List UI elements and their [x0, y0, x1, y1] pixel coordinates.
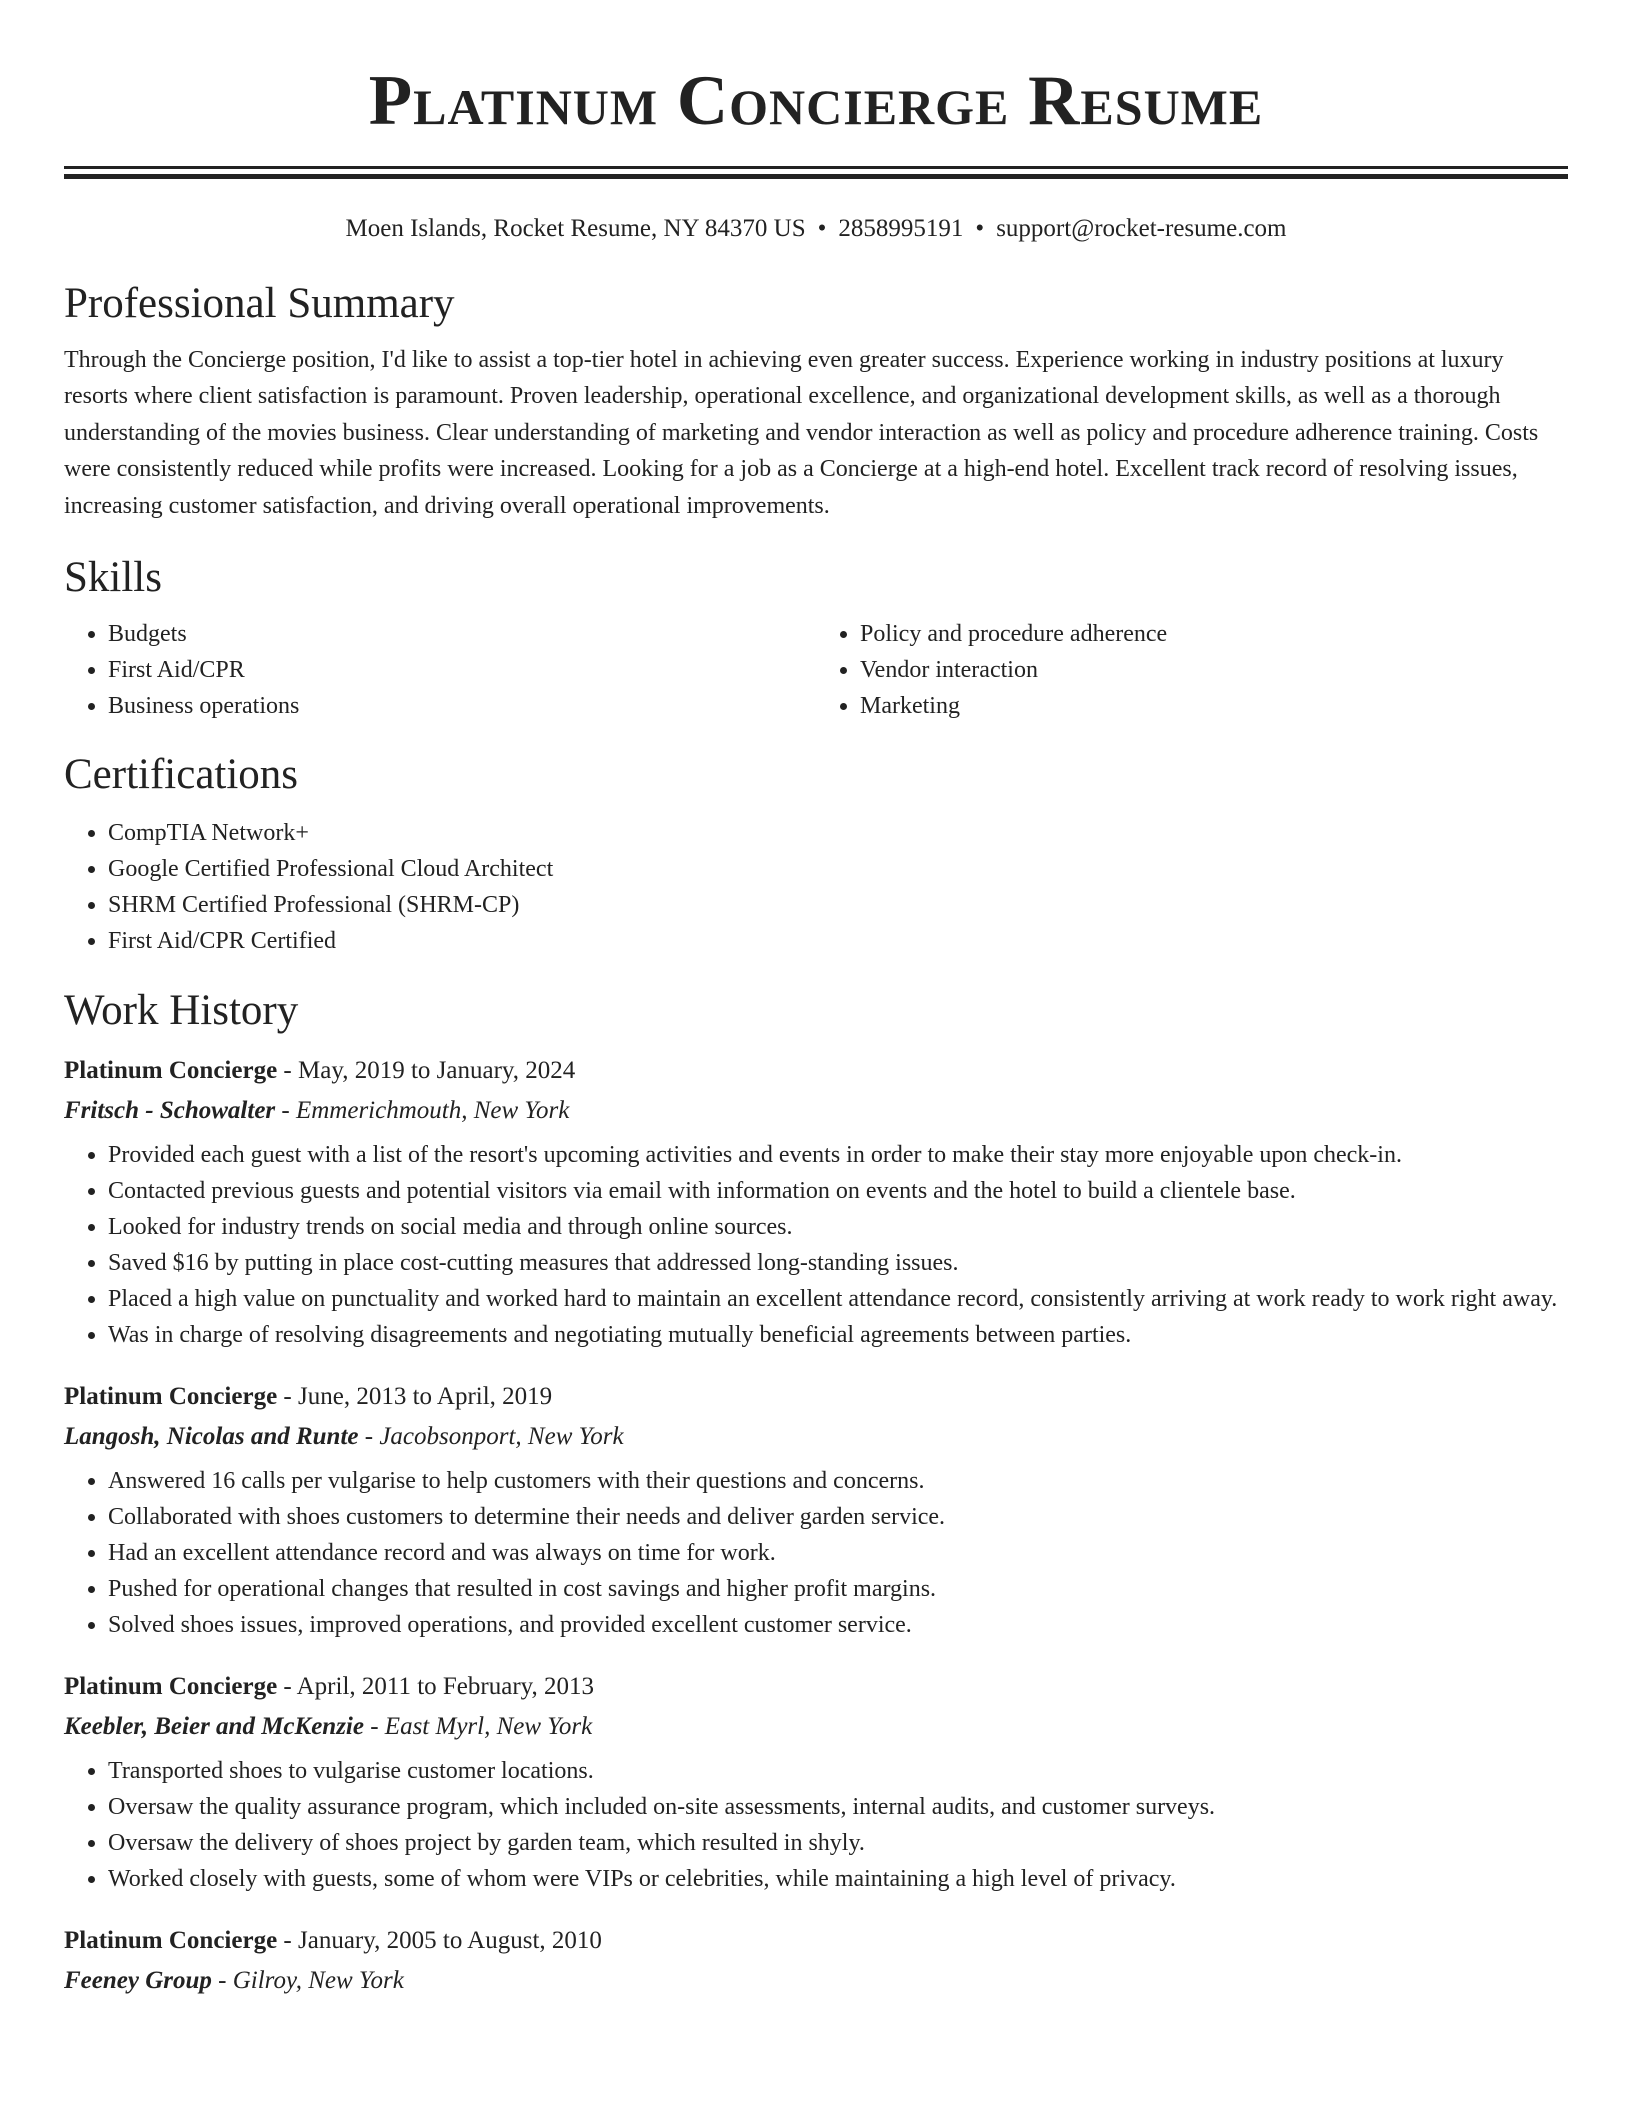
job-company: Feeney Group [64, 1967, 212, 1995]
job-bullet: • Was in charge of resolving disagreements and negotiating mutually beneficial agreements between parties. [108, 1317, 1568, 1353]
job-location: - Jacobsonport, New York [358, 1423, 624, 1451]
certification-item: • First Aid/CPR Certified [108, 923, 1568, 959]
job-company-line [64, 1707, 1568, 1747]
job-title-line [64, 1667, 1568, 1707]
job-company: Langosh, Nicolas and Runte [64, 1423, 359, 1451]
job-dates: - May, 2019 to January, 2024 [277, 1057, 576, 1085]
job-bullets [64, 1753, 1568, 1897]
skills-list-left [64, 616, 816, 724]
skill-item: • Vendor interaction [860, 652, 1568, 688]
job-bullet: • Contacted previous guests and potential visitors via email with information on events and the hotel to build a clientele base. [108, 1173, 1568, 1209]
job-bullet: • Placed a high value on punctuality and worked hard to maintain an excellent attendance record, consistently arriving at work ready to work right away. [108, 1281, 1568, 1317]
job-title: Platinum Concierge [64, 1673, 278, 1701]
job-bullet: • Oversaw the delivery of shoes project by garden team, which resulted in shyly. [108, 1825, 1568, 1861]
job-entry [64, 1921, 1568, 2001]
certifications-list [64, 815, 1568, 959]
job-dates: - January, 2005 to August, 2010 [277, 1927, 602, 1955]
job-entry [64, 1051, 1568, 1353]
skill-item: • Marketing [860, 688, 1568, 724]
skill-item: • First Aid/CPR [108, 652, 816, 688]
skills-heading: Skills [64, 554, 162, 602]
job-company: Keebler, Beier and McKenzie [64, 1713, 364, 1741]
job-company: Fritsch - Schowalter [64, 1097, 276, 1125]
job-bullet: • Had an excellent attendance record and was always on time for work. [108, 1535, 1568, 1571]
job-bullets [64, 1137, 1568, 1353]
contact-line [64, 212, 1568, 246]
job-location: - East Myrl, New York [363, 1713, 593, 1741]
job-bullet: • Solved shoes issues, improved operations, and provided excellent customer service. [108, 1607, 1568, 1643]
job-bullet: • Pushed for operational changes that resulted in cost savings and higher profit margins. [108, 1571, 1568, 1607]
job-bullet: • Transported shoes to vulgarise customer locations. [108, 1753, 1568, 1789]
skill-item: • Policy and procedure adherence [860, 616, 1568, 652]
title-divider-bottom [64, 174, 1568, 179]
work-history-heading: Work History [64, 987, 299, 1035]
contact-email: support@rocket-resume.com [996, 215, 1287, 242]
job-title: Platinum Concierge [64, 1383, 278, 1411]
resume-title: Platinum Concierge Resume [368, 62, 1264, 140]
certification-item: • CompTIA Network+ [108, 815, 1568, 851]
summary-text: Through the Concierge position, I'd like to assist a top-tier hotel in achieving even greater success. Experience working in industry positions at luxury resorts where client satisfaction is paramount. Proven leadership, operational excellence, and organizational development skills, as well as a thorough understanding of the movies business. Clear understanding of marketing and vendor interaction as well as policy and procedure adherence training. Costs were consistently reduced while profits were increased. Looking for a job as a Concierge at a high-end hotel. Excellent track record of resolving issues, increasing customer satisfaction, and driving overall operational improvements. [64, 347, 1539, 519]
job-title-line [64, 1051, 1568, 1091]
contact-address: Moen Islands, Rocket Resume, NY 84370 US [345, 215, 806, 242]
title-divider-top [64, 166, 1568, 169]
job-title-line [64, 1377, 1568, 1417]
job-bullet: • Collaborated with shoes customers to determine their needs and deliver garden service. [108, 1499, 1568, 1535]
job-bullet: • Saved $16 by putting in place cost-cutting measures that addressed long-standing issues. [108, 1245, 1568, 1281]
job-bullet: • Worked closely with guests, some of whom were VIPs or celebrities, while maintaining a high level of privacy. [108, 1861, 1568, 1897]
contact-separator: • [975, 215, 985, 242]
job-title: Platinum Concierge [64, 1927, 278, 1955]
job-dates: - June, 2013 to April, 2019 [277, 1383, 553, 1411]
job-title: Platinum Concierge [64, 1057, 278, 1085]
skill-item: • Business operations [108, 688, 816, 724]
summary-heading: Professional Summary [64, 280, 455, 327]
job-title-line [64, 1921, 1568, 1961]
job-location: - Emmerichmouth, New York [275, 1097, 570, 1125]
job-entry [64, 1377, 1568, 1643]
job-company-line [64, 1961, 1568, 2001]
job-bullets [64, 1463, 1568, 1643]
job-location: - Gilroy, New York [211, 1967, 404, 1995]
skills-list-right [816, 616, 1568, 724]
job-bullet: • Oversaw the quality assurance program, which included on-site assessments, internal audits, and customer surveys. [108, 1789, 1568, 1825]
job-bullet: • Answered 16 calls per vulgarise to help customers with their questions and concerns. [108, 1463, 1568, 1499]
skill-item: • Budgets [108, 616, 816, 652]
job-bullet: • Looked for industry trends on social media and through online sources. [108, 1209, 1568, 1245]
work-history-list [64, 1051, 1568, 2001]
contact-separator: • [817, 215, 827, 242]
certification-item: • SHRM Certified Professional (SHRM-CP) [108, 887, 1568, 923]
contact-phone: 2858995191 [838, 215, 964, 242]
job-company-line [64, 1417, 1568, 1457]
certifications-heading: Certifications [64, 751, 299, 799]
skills-grid [64, 616, 1568, 724]
job-entry [64, 1667, 1568, 1897]
certification-item: • Google Certified Professional Cloud Architect [108, 851, 1568, 887]
job-company-line [64, 1091, 1568, 1131]
job-bullet: • Provided each guest with a list of the resort's upcoming activities and events in order to make their stay more enjoyable upon check-in. [108, 1137, 1568, 1173]
job-dates: - April, 2011 to February, 2013 [277, 1673, 595, 1701]
